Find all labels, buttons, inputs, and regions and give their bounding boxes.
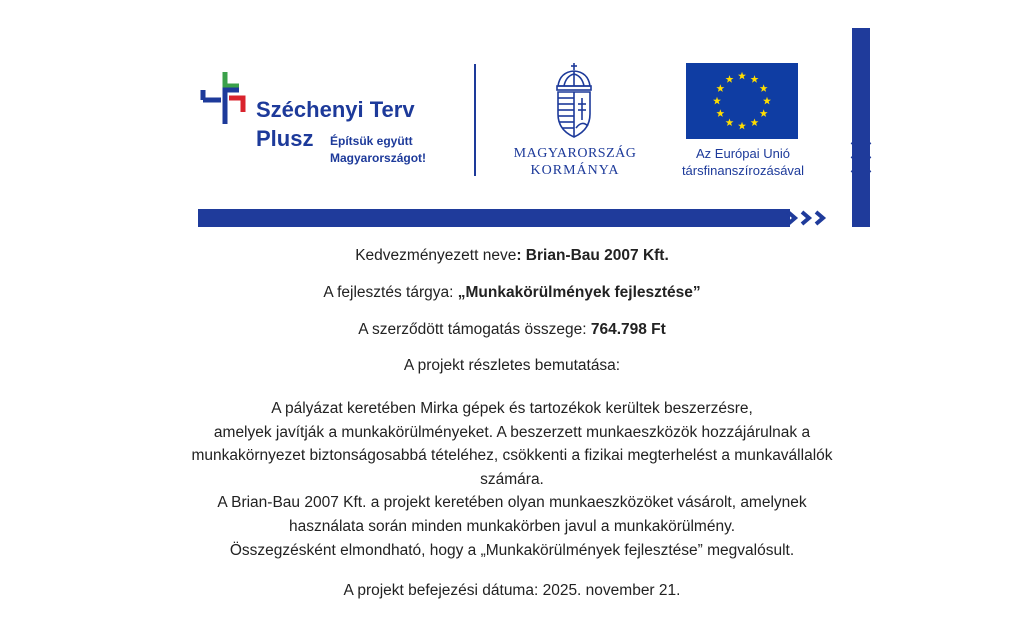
description-line: munkakörnyezet biztonságosabbá tételéhez, csökkenti a fizikai megterhelést a munkavállalók xyxy=(191,447,833,465)
beneficiary-line xyxy=(0,246,1024,266)
szechenyi-terv-title: Széchenyi Terv xyxy=(256,97,415,122)
eu-cofinance-line-1: Az Európai Unió xyxy=(696,146,790,161)
amount-line xyxy=(0,320,1024,340)
description-line: Összegzésként elmondható, hogy a „Munkakörülmények fejlesztése” megvalósult. xyxy=(229,541,795,559)
chevrons-right-icon xyxy=(784,209,852,227)
szechenyi-terv-logo-icon xyxy=(199,68,253,126)
description-line: A Brian-Bau 2007 Kft. a projekt keretében olyan munkaeszközöket vásárolt, amelynek xyxy=(217,494,807,512)
eu-cofinance-line-2: társfinanszírozásával xyxy=(681,163,805,178)
header-band-right xyxy=(852,28,870,227)
logo-divider xyxy=(474,64,476,176)
completion-date-line: A projekt befejezési dátuma: 2025. november 21. xyxy=(343,582,681,599)
description-line: használata során minden munkakörben javul a munkakörülmény. xyxy=(288,517,735,535)
government-line-2: KORMÁNYA xyxy=(530,163,620,178)
government-line-1: MAGYARORSZÁG xyxy=(513,146,637,161)
amount-label: A szerződött támogatás összege: xyxy=(358,321,591,338)
slogan-line-2: Magyarországot! xyxy=(330,151,427,165)
description-line: számára. xyxy=(480,470,544,488)
amount-value: 764.798 Ft xyxy=(590,321,666,338)
details-heading: A projekt részletes bemutatása: xyxy=(403,357,621,374)
szechenyi-terv-subtitle: Plusz xyxy=(256,126,314,151)
szechenyi-terv-slogan xyxy=(330,133,426,167)
description-line: A pályázat keretében Mirka gépek és tartozékok kerültek beszerzésre, xyxy=(271,400,753,417)
header-band-bottom xyxy=(198,209,790,227)
eu-flag-icon xyxy=(686,63,798,139)
beneficiary-label: Kedvezményezett neve xyxy=(355,247,517,264)
beneficiary-value: : Brian-Bau 2007 Kft. xyxy=(516,247,669,264)
slogan-line-1: Építsük együtt xyxy=(330,134,413,148)
subject-line xyxy=(0,283,1024,303)
subject-label: A fejlesztés tárgya: xyxy=(323,284,458,301)
chevrons-down-icon xyxy=(847,138,875,192)
project-description xyxy=(0,397,1024,562)
coat-of-arms-icon xyxy=(550,62,598,140)
subject-value: „Munkakörülmények fejlesztése” xyxy=(457,284,701,301)
description-line: amelyek javítják a munkakörülményeket. A beszerzett munkaeszközök hozzájárulnak a xyxy=(213,423,811,441)
